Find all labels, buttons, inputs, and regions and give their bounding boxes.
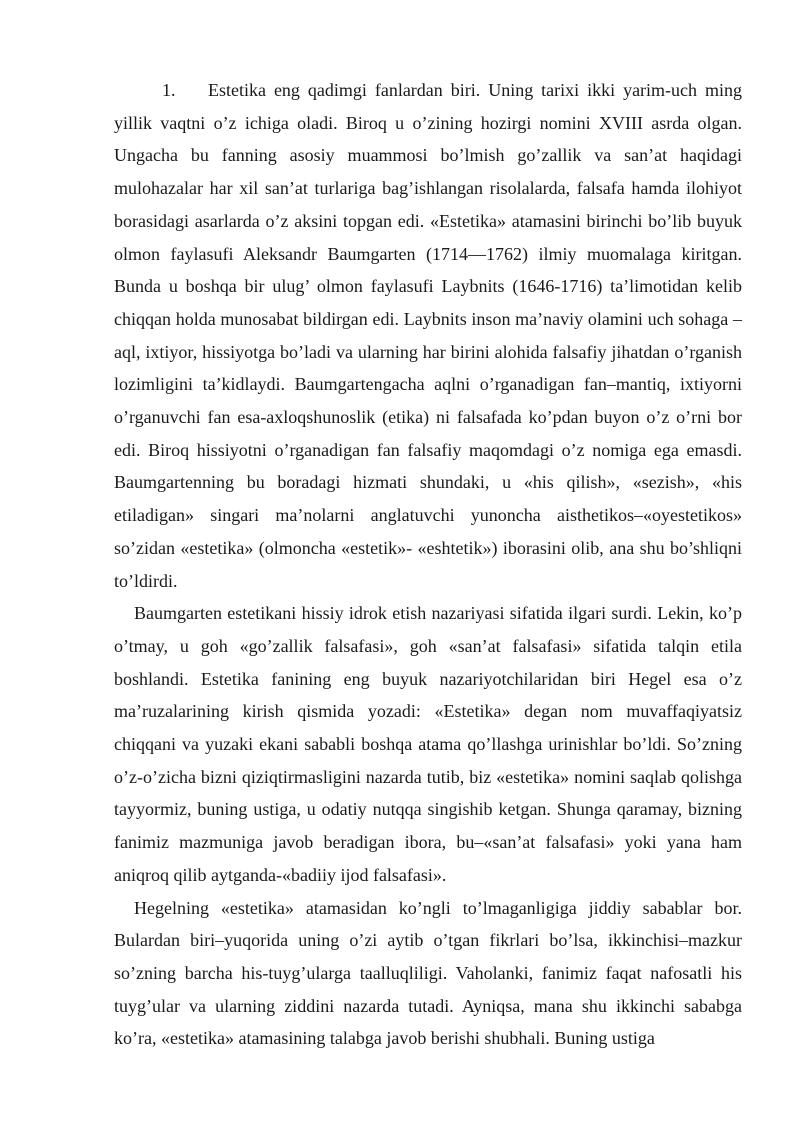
document-body [114, 74, 742, 1055]
paragraph-1 [114, 74, 742, 597]
paragraph-1-text: Estetika eng qadimgi fanlardan biri. Uning tarixi ikki yarim-uch ming yillik vaqtni o’z ichiga oladi. Biroq u o’zining hozirgi nomini XVIII asrda olgan. Ungacha bu fanning asosiy muammosi bo’lmish go’zallik va san’at haqidagi mulohazalar har xil san’at turlariga bag’ishlangan risolalarda, falsafa hamda ilohiyot borasidagi asarlarda o’z aksini topgan edi. «Estetika» atamasini birinchi bo’lib buyuk olmon faylasufi Aleksandr Baumgarten (1714—1762) ilmiy muomalaga kiritgan. Bunda u boshqa bir ulug’ olmon faylasufi Laybnits (1646-1716) ta’limotidan kelib chiqqan holda munosabat bildirgan edi. Laybnits inson ma’naviy olamini uch sohaga – aql, ixtiyor, hissiyotga bo’ladi va ularning har birini alohida falsafiy jihatdan o’rganish lozimligini ta’kidlaydi. Baumgartengacha aqlni o’rganadigan fan–mantiq, ixtiyorni o’rganuvchi fan esa-axloqshunoslik (etika) ni falsafada ko’pdan buyon o’z o’rni bor edi. Biroq hissiyotni o’rganadigan fan falsafiy maqomdagi o’z nomiga ega emasdi. Baumgartenning bu boradagi hizmati shundaki, u «his qilish», «sezish», «his etiladigan» singari ma’nolarni anglatuvchi yunoncha aisthetikos–«oyestetikos» so’zidan «estetika» (olmoncha «estetik»- «eshtetik») iborasini olib, ana shu bo’shliqni to’ldirdi. [114, 80, 742, 591]
paragraph-number: 1. [162, 80, 176, 100]
paragraph-3: Hegelning «estetika» atamasidan ko’ngli to’lmaganligiga jiddiy sabablar bor. Bulardan biri–yuqorida uning o’zi aytib o’tgan fikrlari bo’lsa, ikkinchisi–mazkur so’zning barcha his-tuyg’ularga taalluqliligi. Vaholanki, fanimiz faqat nafosatli his tuyg’ular va ularning ziddini nazarda tutadi. Ayniqsa, mana shu ikkinchi sababga ko’ra, «estetika» atamasining talabga javob berishi shubhali. Buning ustiga [114, 897, 742, 1049]
paragraph-2: Baumgarten estetikani hissiy idrok etish nazariyasi sifatida ilgari surdi. Lekin, ko’p o’tmay, u goh «go’zallik falsafasi», goh «san’at falsafasi» sifatida talqin etila boshlandi. Estetika fanining eng buyuk nazariyotchilaridan biri Hegel esa o’z ma’ruzalarining kirish qismida yozadi: «Estetika» degan nom muvaffaqiyatsiz chiqqani va yuzaki ekani sababli boshqa atama qo’llashga urinishlar bo’ldi. So’zning o’z-o’zicha bizni qiziqtirmasligini nazarda tutib, biz «estetika» nomini saqlab qolishga tayyormiz, buning ustiga, u odatiy nutqqa singishib ketgan. Shunga qaramay, bizning fanimiz mazmuniga javob beradigan ibora, bu–«san’at falsafasi» yoki yana ham aniqroq qilib aytganda-«badiiy ijod falsafasi». [114, 603, 742, 885]
